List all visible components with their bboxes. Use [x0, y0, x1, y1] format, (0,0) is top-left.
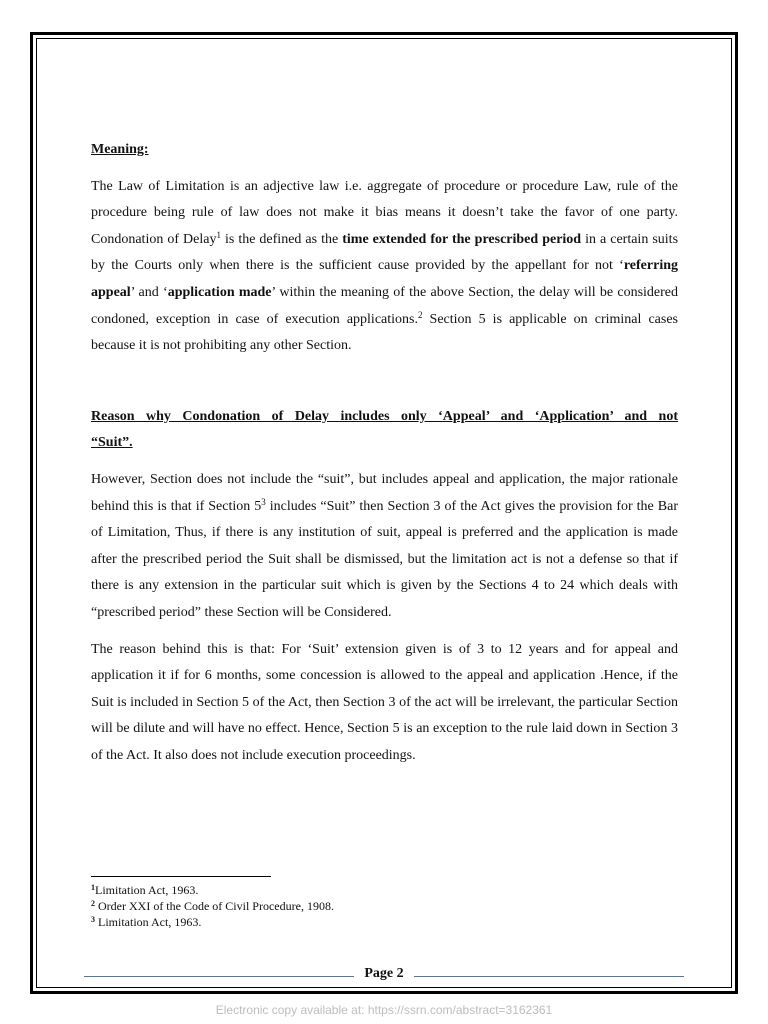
footnote-text: Limitation Act, 1963. — [95, 883, 199, 897]
bold-text: time extended for the prescribed period — [342, 231, 582, 247]
text-run: is the defined as the — [220, 231, 343, 247]
footnote-number: 1 — [91, 883, 95, 892]
meaning-heading: Meaning: — [91, 142, 149, 157]
footnote-item — [91, 914, 334, 930]
reason-paragraph-2: The reason behind this is that: For ‘Suit’ extension given is of 3 to 12 years and for appeal and application it if for 6 months, some concession is allowed to the appeal and application .Hence, if the Suit is included in Section 5 of the Act, then Section 3 of the act will be irrelevant, the particular Section will be dilute and will have no effect. Hence, Section 5 is an exception to the rule laid down in Section 3 of the Act. It also does not include execution proceedings. — [91, 641, 678, 763]
text-run: ’ within the meaning of the above Section, the delay will be considered condoned, exception in case of execution applications. — [91, 284, 678, 327]
text-run: ’ and ‘ — [130, 284, 168, 300]
text-run: However, Section does not include the “suit”, but includes appeal and application, the major rationale behind this is that if Section 5 — [91, 471, 678, 514]
text-run: in a certain suits by the Courts only when there is the sufficient cause provided by the appellant for not ‘ — [91, 231, 679, 274]
footnote-text: Order XXI of the Code of Civil Procedure, 1908. — [98, 899, 334, 913]
text-run: The Law of Limitation is an adjective law i.e. aggregate of procedure or procedure Law, rule of the procedure being rule of law does not make it bias means it doesn’t take the favor of one party. Condonation of Delay — [91, 178, 678, 247]
reason-heading-line: “Suit”. — [91, 435, 133, 451]
footnote-ref[interactable]: 1 — [216, 229, 221, 240]
footnote-item — [91, 898, 334, 914]
text-run: includes “Suit” then Section 3 of the Act gives the provision for the Bar of Limitation, Thus, if there is any institution of suit, appeal is preferred and the application is made after the prescribed period the Suit shall be dismissed, but the limitation act is not a defense so that if there is any extension in the particular suit which is given by the Sections 4 to 24 which deals with “prescribed period” these Section will be Considered. — [91, 498, 678, 620]
reason-heading-line: Reason why Condonation of Delay includes only ‘Appeal’ and ‘Application’ and not — [91, 408, 678, 424]
footnote-number: 2 — [91, 899, 95, 908]
bold-text: referring appeal — [91, 258, 678, 300]
meaning-paragraph — [91, 174, 678, 360]
footnote-number: 3 — [91, 915, 95, 924]
footer-rule-right — [414, 976, 684, 977]
ssrn-watermark: Electronic copy available at: https://ssrn.com/abstract=3162361 — [215, 1003, 553, 1017]
page-number: Page 2 — [364, 966, 404, 981]
footnote-text: Limitation Act, 1963. — [98, 915, 202, 929]
document-body — [91, 137, 678, 769]
footnote-item — [91, 882, 334, 898]
bold-text: application made — [167, 284, 272, 300]
footnote-ref[interactable]: 3 — [261, 496, 266, 507]
reason-paragraph — [91, 467, 678, 627]
footnote-ref[interactable]: 2 — [417, 309, 423, 320]
text-run: Section 5 is applicable on criminal cases because it is not prohibiting any other Section. — [91, 311, 679, 354]
footer-rule-left — [84, 976, 354, 977]
footnotes — [91, 882, 334, 930]
footnote-separator — [91, 876, 271, 877]
reason-heading — [91, 404, 678, 457]
page-footer — [84, 966, 684, 986]
